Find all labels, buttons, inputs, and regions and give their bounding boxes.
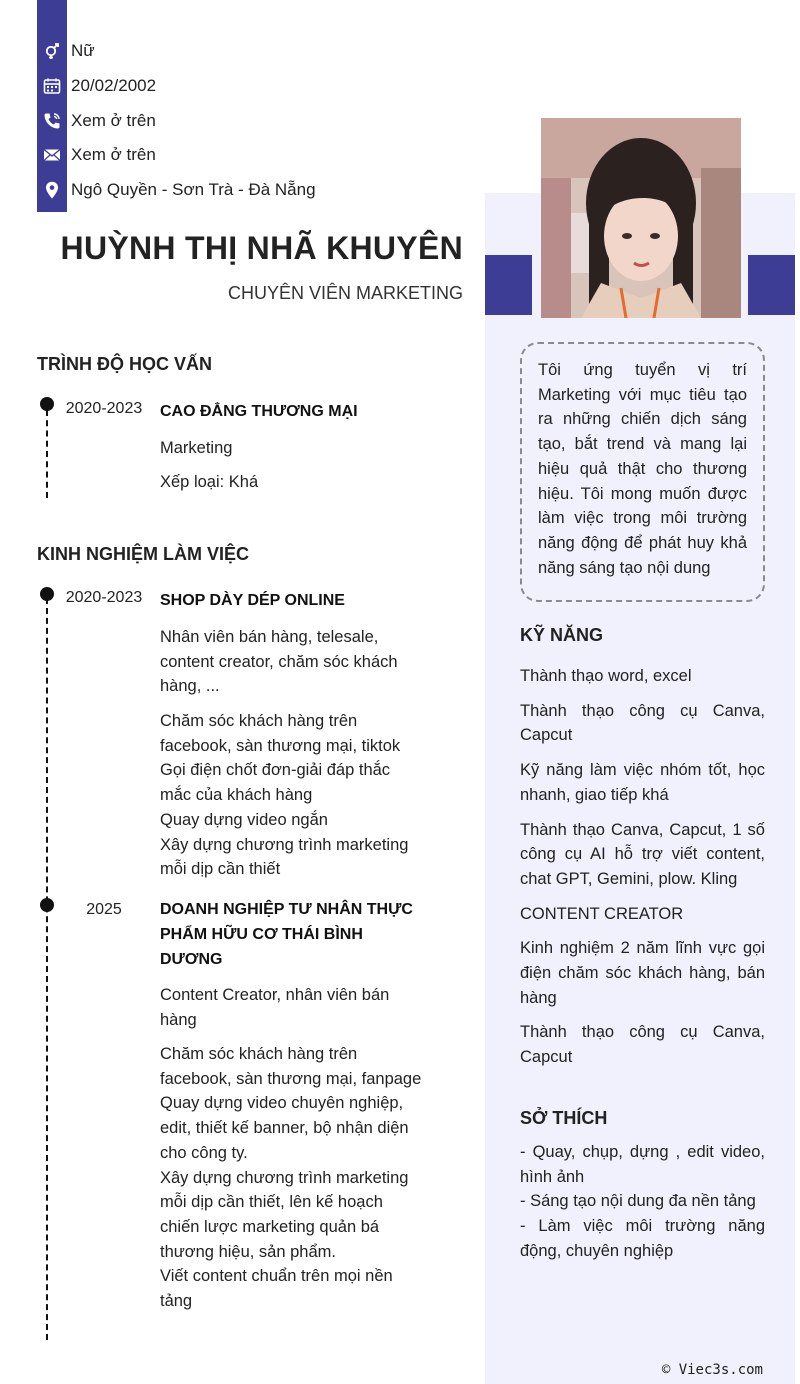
contact-gender (37, 34, 316, 69)
contact-phone (37, 103, 316, 138)
skill-item: Thành thạo word, excel (520, 667, 692, 685)
skill-item: CONTENT CREATOR (520, 904, 684, 923)
timeline-dot (40, 587, 54, 601)
skills-list (520, 664, 765, 1080)
birthday-text: 20/02/2002 (71, 76, 157, 96)
education-school: CAO ĐẲNG THƯƠNG MẠI (160, 403, 358, 420)
hobby-item: - Sáng tạo nội dung đa nền tảng (520, 1192, 756, 1211)
experience-heading: KINH NGHIỆM LÀM VIỆC (37, 544, 250, 564)
calendar-icon (37, 76, 67, 96)
candidate-title: CHUYÊN VIÊN MARKETING (227, 283, 463, 303)
accent-block-left (485, 255, 532, 315)
experience-year: 2025 (86, 901, 122, 918)
career-objective-box (520, 342, 765, 602)
experience-company: DOANH NGHIỆP TƯ NHÂN THỰC PHẨM HỮU CƠ THÁI BÌNH DƯƠNG (160, 901, 413, 968)
education-year: 2020-2023 (65, 400, 143, 417)
copyright-text: © Viec3s.com (661, 1362, 763, 1378)
experience-role: Nhân viên bán hàng, telesale, content creator, chăm sóc khách hàng, ... (160, 628, 398, 696)
contact-birthday (37, 69, 316, 104)
timeline-dot (40, 898, 54, 912)
gender-text: Nữ (71, 41, 95, 61)
skills-heading: KỸ NĂNG (520, 625, 604, 645)
experience-timeline (46, 598, 48, 1340)
education-heading: TRÌNH ĐỘ HỌC VẤN (37, 354, 212, 374)
email-text: Xem ở trên (71, 145, 156, 165)
hobbies-heading: SỞ THÍCH (520, 1108, 608, 1128)
contact-address (37, 173, 316, 208)
avatar-photo (541, 118, 741, 318)
email-icon (37, 145, 67, 165)
accent-block-right (748, 255, 795, 315)
phone-text: Xem ở trên (71, 110, 156, 130)
education-major: Marketing (160, 439, 233, 457)
education-rank: Xếp loại: Khá (160, 473, 259, 491)
hobby-item: - Quay, chụp, dựng , edit video, hình ảnh (520, 1143, 765, 1186)
skill-item: Thành thạo công cụ Canva, Capcut (520, 1023, 765, 1067)
contact-list (37, 34, 316, 207)
timeline-dot (40, 397, 54, 411)
skill-item: Thành thạo công cụ Canva, Capcut (520, 701, 765, 745)
phone-icon (37, 111, 67, 131)
skill-item: Kỹ năng làm việc nhóm tốt, học nhanh, giao tiếp khá (520, 761, 765, 804)
skill-item: Kinh nghiệm 2 năm lĩnh vực gọi điện chăm sóc khách hàng, bán hàng (520, 939, 765, 1007)
gender-icon (37, 41, 67, 61)
experience-role: Content Creator, nhân viên bán hàng (160, 986, 390, 1029)
contact-email (37, 138, 316, 173)
experience-year: 2020-2023 (65, 589, 143, 606)
hobbies-list (520, 1140, 765, 1264)
career-objective-text: Tôi ứng tuyển vị trí Marketing với mục tiêu tạo ra những chiến dịch sáng tạo, bắt trend và mang lại hiệu quả thật cho thương hiệu. Tôi mong muốn được làm việc trong môi trường năng động để phát huy khả năng sáng tạo nội dung (538, 361, 747, 577)
location-pin-icon (37, 180, 67, 200)
experience-company: SHOP DÀY DÉP ONLINE (160, 592, 345, 609)
skill-item: Thành thạo Canva, Capcut, 1 số công cụ AI hỗ trợ viết content, chat GPT, Gemini, plow. Kling (520, 820, 765, 888)
experience-details: Chăm sóc khách hàng trên facebook, sàn thương mại, tiktok Gọi điện chốt đơn-giải đáp thắc mắc của khách hàng Quay dựng video ngắn Xây dựng chương trình marketing mỗi dịp cần thiết (160, 712, 409, 879)
education-timeline (46, 410, 48, 498)
hobby-item: - Làm việc môi trường năng động, chuyên nghiệp (520, 1217, 765, 1260)
address-text: Ngô Quyền - Sơn Trà - Đà Nẵng (71, 180, 316, 200)
experience-details: Chăm sóc khách hàng trên facebook, sàn thương mại, fanpage Quay dựng video chuyên nghiệp, edit, thiết kế banner, bộ nhận diện cho công ty. Xây dựng chương trình marketing mỗi dịp cần thiết, lên kế hoạch chiến lược marketing quản bá thương hiệu, sản phẩm. Viết content chuẩn trên mọi nền tảng (160, 1045, 422, 1311)
candidate-name: HUỲNH THỊ NHÃ KHUYÊN (60, 230, 463, 266)
